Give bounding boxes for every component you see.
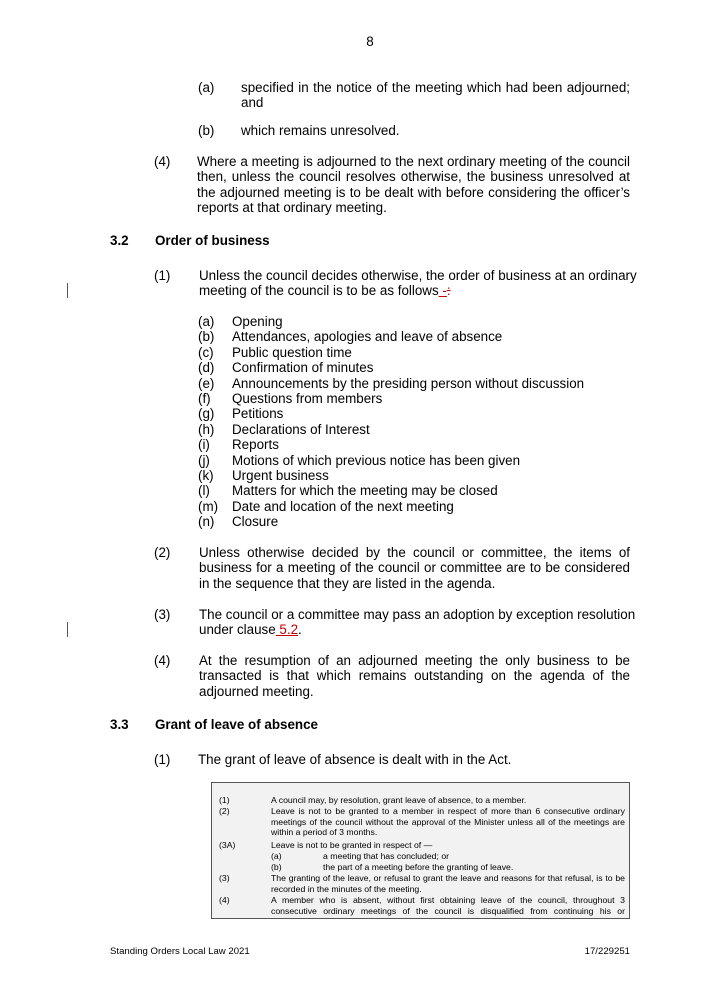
paragraph-label: (4) (154, 653, 171, 668)
paragraph-label: (1) (154, 268, 171, 283)
paragraph-text: . (298, 622, 302, 637)
list-text: Urgent business (232, 467, 329, 483)
box-text: the part of a meeting before the granting of leave. (323, 862, 514, 872)
change-bar (67, 622, 68, 637)
paragraph-label: (1) (154, 752, 171, 767)
section-number: 3.3 (110, 717, 129, 732)
list-text: Declarations of Interest (232, 421, 370, 437)
paragraph-label: (3) (154, 607, 171, 622)
paragraph-label: (4) (154, 154, 171, 169)
box-text: a meeting that has concluded; or (323, 851, 450, 861)
list-text: Motions of which previous notice has been given (232, 452, 521, 468)
paragraph-text: The council or a committee may pass an adoption by exception resolution (199, 607, 636, 622)
footer-left: Standing Orders Local Law 2021 (110, 946, 250, 957)
list-text: Attendances, apologies and leave of absence (232, 329, 503, 345)
box-text: Leave is not to be granted to a member in respect of more than 6 consecutive ordinary meetings of the council without the approval of the Minister unless all of the meetings are within a period of 3 months. (271, 806, 625, 837)
box-label: (3A) (219, 840, 236, 850)
deleted-text: : (446, 283, 451, 298)
item-text: specified in the notice of the meeting which had been adjourned; and (241, 80, 630, 111)
box-label: (b) (271, 862, 282, 872)
box-text: A council may, by resolution, grant leave of absence, to a member. (271, 795, 527, 805)
box-text: Leave is not to be granted in respect of — (271, 840, 433, 850)
list-label: (n) (198, 514, 215, 530)
list-label: (g) (198, 406, 215, 422)
list-label: (l) (198, 483, 210, 499)
list-label: (a) (198, 314, 215, 329)
section-number: 3.2 (110, 233, 129, 248)
item-label: (b) (198, 123, 215, 138)
footer-right: 17/229251 (584, 946, 630, 957)
list-label: (e) (198, 375, 215, 391)
list-label: (b) (198, 329, 215, 345)
item-text: which remains unresolved. (241, 123, 400, 138)
list-text: Opening (232, 314, 283, 329)
paragraph-text: Where a meeting is adjourned to the next ordinary meeting of the council then, unless the council resolves otherwise, the business unresolved at the adjourned meeting is to be dealt with before considering the officer’s reports at that ordinary meeting. (197, 154, 630, 216)
act-extract-box (211, 782, 630, 919)
box-label: (1) (219, 795, 230, 805)
inserted-text: - (438, 283, 447, 298)
page-number: 8 (366, 34, 374, 49)
list-label: (j) (198, 452, 210, 468)
paragraph-label: (2) (154, 545, 171, 560)
list-text: Announcements by the presiding person without discussion (232, 375, 585, 391)
section-title: Order of business (155, 233, 270, 248)
paragraph-text: Unless the council decides otherwise, the order of business at an ordinary (199, 268, 637, 283)
list-text: Matters for which the meeting may be closed (232, 483, 498, 499)
list-text: Petitions (232, 406, 284, 422)
list-text: Questions from members (232, 390, 383, 406)
section-title: Grant of leave of absence (155, 717, 318, 732)
list-text: Confirmation of minutes (232, 360, 374, 376)
list-label: (c) (198, 344, 214, 360)
list-label: (d) (198, 360, 215, 376)
list-text: Reports (232, 437, 279, 453)
paragraph-text: The grant of leave of absence is dealt with in the Act. (198, 752, 512, 767)
box-label: (3) (219, 873, 230, 883)
list-label: (k) (198, 467, 214, 483)
change-bar (67, 283, 68, 298)
box-text: The granting of the leave, or refusal to grant the leave and reasons for that refusal, is to be recorded in the minutes of the meeting. (271, 873, 625, 894)
list-label: (h) (198, 421, 215, 437)
list-text: Public question time (232, 344, 352, 360)
paragraph-text-line2 (199, 283, 451, 298)
clause-reference-link[interactable]: 5.2 (275, 622, 299, 637)
list-label: (m) (198, 498, 219, 514)
box-label: (2) (219, 806, 230, 816)
paragraph-text: At the resumption of an adjourned meeting the only business to be transacted is that which remains outstanding on the agenda of the adjourned meeting. (199, 653, 630, 699)
box-label: (4) (219, 895, 230, 905)
paragraph-text: under clause (199, 622, 276, 637)
list-text: Closure (232, 514, 279, 530)
box-text: A member who is absent, without first obtaining leave of the council, throughout 3 consecutive ordinary meetings of the council is disqualified from continuing his or (271, 895, 625, 916)
paragraph-text-line2 (199, 622, 302, 637)
list-text: Date and location of the next meeting (232, 498, 454, 514)
list-label: (f) (198, 390, 211, 406)
item-label: (a) (198, 80, 215, 95)
box-label: (a) (271, 851, 282, 861)
list-label: (i) (198, 437, 210, 453)
paragraph-text: Unless otherwise decided by the council or committee, the items of business for a meeting of the council or committee are to be considered in the sequence that they are listed in the agenda. (199, 545, 630, 591)
paragraph-text: meeting of the council is to be as follows (199, 283, 439, 298)
